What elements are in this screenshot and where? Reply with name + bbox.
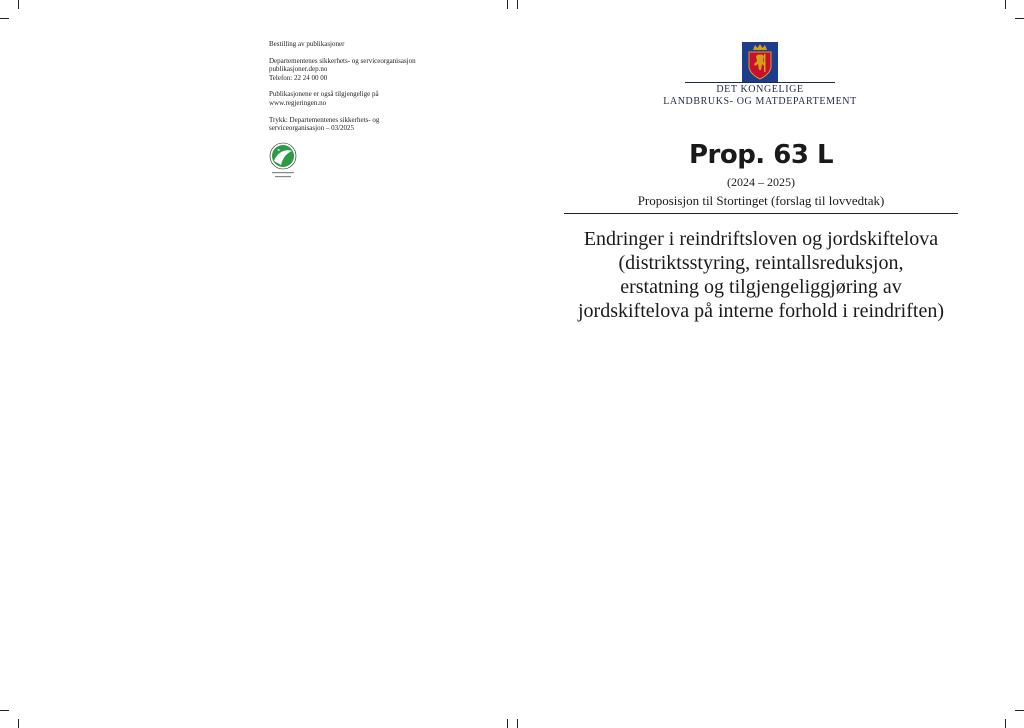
print-line: Trykk: Departementenes sikkerhets- og xyxy=(269,115,380,124)
document-title xyxy=(564,227,958,323)
contact-line: publikasjoner.dep.no xyxy=(269,65,328,74)
ministry-logo xyxy=(654,42,866,108)
crop-mark xyxy=(517,0,518,9)
crop-mark xyxy=(18,0,19,9)
title-line: erstatning og tilgjengeliggjøring av xyxy=(620,276,902,298)
crop-mark xyxy=(507,0,508,9)
crop-mark xyxy=(507,719,508,728)
ministry-name-line1: DET KONGELIGE xyxy=(716,84,804,95)
title-line: Endringer i reindriftsloven og jordskiftelova xyxy=(583,228,939,250)
print-block xyxy=(269,116,489,133)
crop-mark xyxy=(1015,710,1024,711)
title-divider xyxy=(564,213,958,214)
availability-block xyxy=(269,90,489,107)
proposition-number: Prop. 63 L xyxy=(688,140,834,170)
availability-line: www.regjeringen.no xyxy=(269,98,327,107)
crop-mark xyxy=(0,710,9,711)
crop-mark xyxy=(1005,0,1006,9)
crop-mark xyxy=(517,719,518,728)
crop-mark xyxy=(1005,719,1006,728)
nordic-swan-ecolabel-icon xyxy=(268,141,300,183)
crop-mark xyxy=(1015,18,1024,19)
ordering-heading: Bestilling av publikasjoner xyxy=(269,40,345,48)
print-line: serviceorganisasjon – 03/2025 xyxy=(269,124,355,133)
contact-line: Telefon: 22 24 00 00 xyxy=(269,73,328,82)
contact-line: Departementenes sikkerhets- og serviceorganisasjon xyxy=(269,56,416,65)
session-years: (2024 – 2025) xyxy=(727,175,795,189)
title-line: (distriktsstyring, reintallsreduksjon, xyxy=(618,252,904,274)
availability-line: Publikasjonene er også tilgjengelige på xyxy=(269,90,379,99)
contact-block xyxy=(269,57,489,83)
ministry-name xyxy=(654,82,866,108)
title-line: jordskiftelova på interne forhold i reindriften) xyxy=(578,300,944,322)
ministry-name-line2: LANDBRUKS- OG MATDEPARTEMENT xyxy=(663,96,857,107)
norwegian-coat-of-arms-icon xyxy=(742,42,778,82)
crop-mark xyxy=(18,719,19,728)
logo-rule xyxy=(685,82,835,83)
document-subtitle: Proposisjon til Stortinget (forslag til lovvedtak) xyxy=(637,193,885,208)
crop-mark xyxy=(0,18,9,19)
back-cover-info xyxy=(269,40,489,141)
